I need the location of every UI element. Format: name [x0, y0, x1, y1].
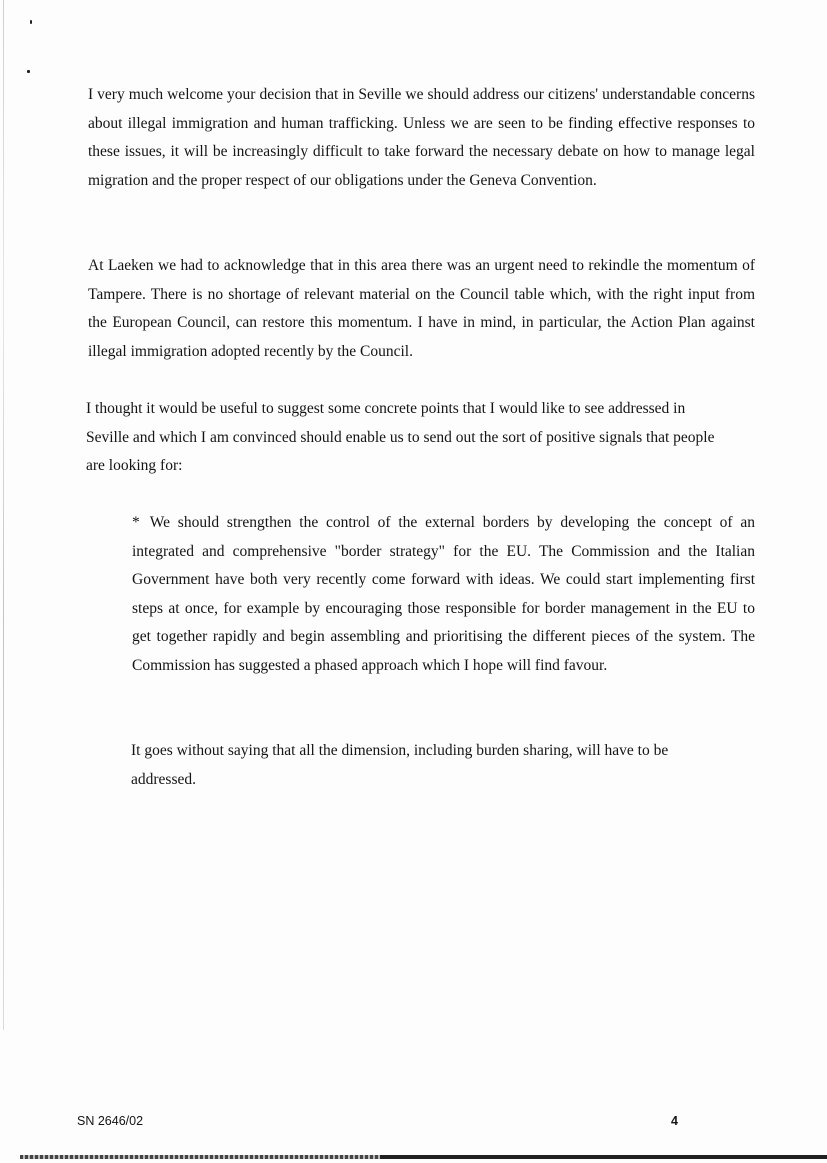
paragraph-burden-sharing: It goes without saying that all the dimension, including burden sharing, will have to be addressed. [131, 742, 669, 788]
scan-left-edge [3, 0, 4, 1030]
page-number: 4 [671, 1114, 678, 1128]
bullet-border-strategy [132, 509, 755, 681]
paragraph-seville-welcome: I very much welcome your decision that in Seville we should address our citizens' understandable concerns about illegal immigration and human trafficking. Unless we are seen to be finding effective responses to these issues, it will be increasingly difficult to take forward the necessary debate on how to manage legal migration and the proper respect of our obligations under the Geneva Convention. [88, 86, 755, 189]
paragraph-laeken: At Laeken we had to acknowledge that in this area there was an urgent need to rekindle the momentum of Tampere. There is no shortage of relevant material on the Council table which, with the right input from the European Council, can restore this momentum. I have in mind, in particular, the Action Plan against illegal immigration adopted recently by the Council. [88, 257, 755, 360]
bottom-rule-solid [380, 1155, 827, 1159]
scan-speck [27, 70, 30, 73]
document-reference: SN 2646/02 [77, 1114, 144, 1128]
bullet-marker: * [132, 514, 140, 531]
paragraph-concrete-points: I thought it would be useful to suggest some concrete points that I would like to see addressed in Seville and which I am convinced should enable us to send out the sort of positive signals that people are looking for: [86, 400, 715, 475]
scan-speck [30, 20, 32, 24]
bullet-text: We should strengthen the control of the external borders by developing the concept of an integrated and comprehensive "border strategy" for the EU. The Commission and the Italian Government have both very recently come forward with ideas. We could start implementing first steps at once, for example by encouraging those responsible for border management in the EU to get together rapidly and begin assembling and prioritising the different pieces of the system. The Commission has suggested a phased approach which I hope will find favour. [132, 514, 755, 674]
